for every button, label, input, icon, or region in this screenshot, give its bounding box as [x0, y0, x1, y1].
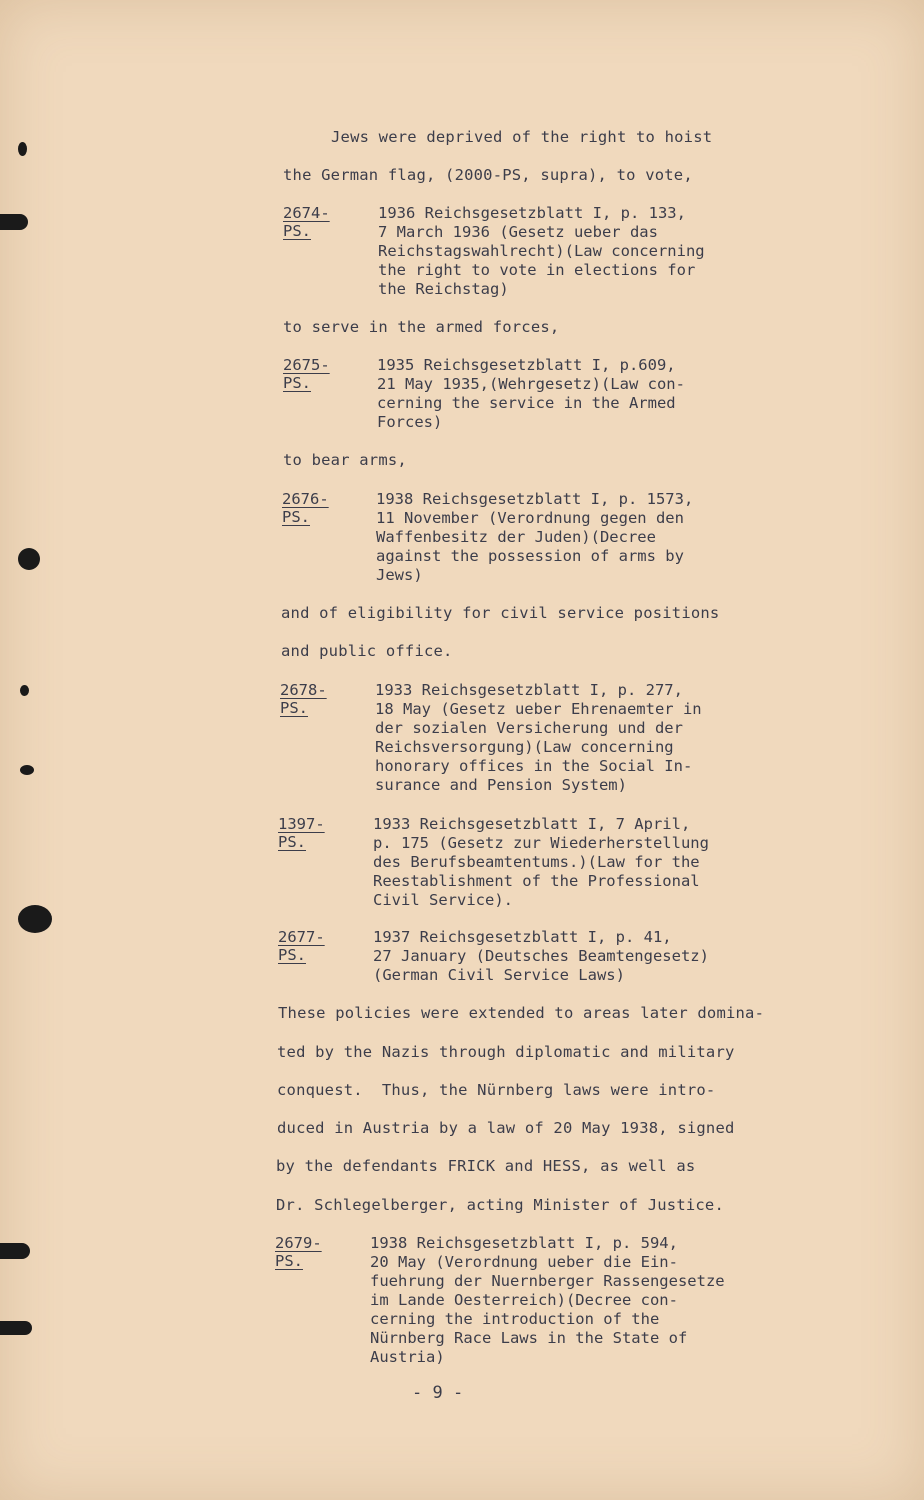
- citation-ref: 2674-PS.: [283, 204, 330, 240]
- page-number: - 9 -: [412, 1383, 464, 1403]
- body-line: These policies were extended to areas later domina-: [278, 1004, 765, 1022]
- citation-ref: 2677-PS.: [278, 928, 325, 964]
- body-line: and public office.: [281, 642, 453, 660]
- citation-ref: 2678-PS.: [280, 681, 327, 717]
- body-line: the German flag, (2000-PS, supra), to vote,: [283, 166, 693, 184]
- body-line: ted by the Nazis through diplomatic and military: [277, 1043, 735, 1061]
- binder-tab: [0, 1321, 32, 1335]
- body-line: conquest. Thus, the Nürnberg laws were intro-: [277, 1081, 716, 1099]
- citation-ref: 1397-PS.: [278, 815, 325, 851]
- binder-hole: [18, 548, 40, 570]
- citation-ref: 2676-PS.: [282, 490, 329, 526]
- citation-text: 1933 Reichsgesetzblatt I, 7 April, p. 175 (Gesetz zur Wiederherstellung des Berufsbeamtentums.)(Law for the Reestablishment of the Professional Civil Service).: [373, 815, 709, 909]
- body-line: and of eligibility for civil service positions: [281, 604, 720, 622]
- body-line: to serve in the armed forces,: [283, 318, 560, 336]
- citation-text: 1936 Reichsgesetzblatt I, p. 133, 7 March 1936 (Gesetz ueber das Reichstagswahlrecht)(Law concerning the right to vote in elections for the Reichstag): [378, 204, 705, 298]
- body-line: to bear arms,: [283, 451, 407, 469]
- citation-ref: 2679-PS.: [275, 1234, 322, 1270]
- citation-text: 1933 Reichsgesetzblatt I, p. 277, 18 May (Gesetz ueber Ehrenaemter in der sozialen Versicherung und der Reichsversorgung)(Law concerning honorary offices in the Social In- surance and Pension System): [375, 681, 702, 794]
- binder-tab: [0, 214, 28, 230]
- body-line: Jews were deprived of the right to hoist: [331, 128, 713, 146]
- citation-text: 1935 Reichsgesetzblatt I, p.609, 21 May 1935,(Wehrgesetz)(Law con- cerning the service in the Armed Forces): [377, 356, 685, 431]
- citation-text: 1938 Reichsgesetzblatt I, p. 1573, 11 November (Verordnung gegen den Waffenbesitz der Juden)(Decree against the possession of arms by Jews): [376, 490, 694, 584]
- body-line: by the defendants FRICK and HESS, as well as: [276, 1157, 696, 1175]
- citation-ref: 2675-PS.: [283, 356, 330, 392]
- binder-hole: [20, 685, 29, 696]
- body-line: duced in Austria by a law of 20 May 1938, signed: [277, 1119, 735, 1137]
- binder-hole: [18, 905, 52, 933]
- citation-text: 1937 Reichsgesetzblatt I, p. 41, 27 January (Deutsches Beamtengesetz) (German Civil Service Laws): [373, 928, 709, 984]
- binder-hole: [18, 142, 27, 156]
- body-line: Dr. Schlegelberger, acting Minister of Justice.: [276, 1196, 724, 1214]
- citation-text: 1938 Reichsgesetzblatt I, p. 594, 20 May (Verordnung ueber die Ein- fuehrung der Nuernberger Rassengesetze im Lande Oesterreich)(Decree con- cerning the introduction of the Nürnberg Race Laws in the State of Austria): [370, 1234, 725, 1366]
- binder-tab: [0, 1243, 30, 1259]
- binder-hole: [20, 765, 34, 775]
